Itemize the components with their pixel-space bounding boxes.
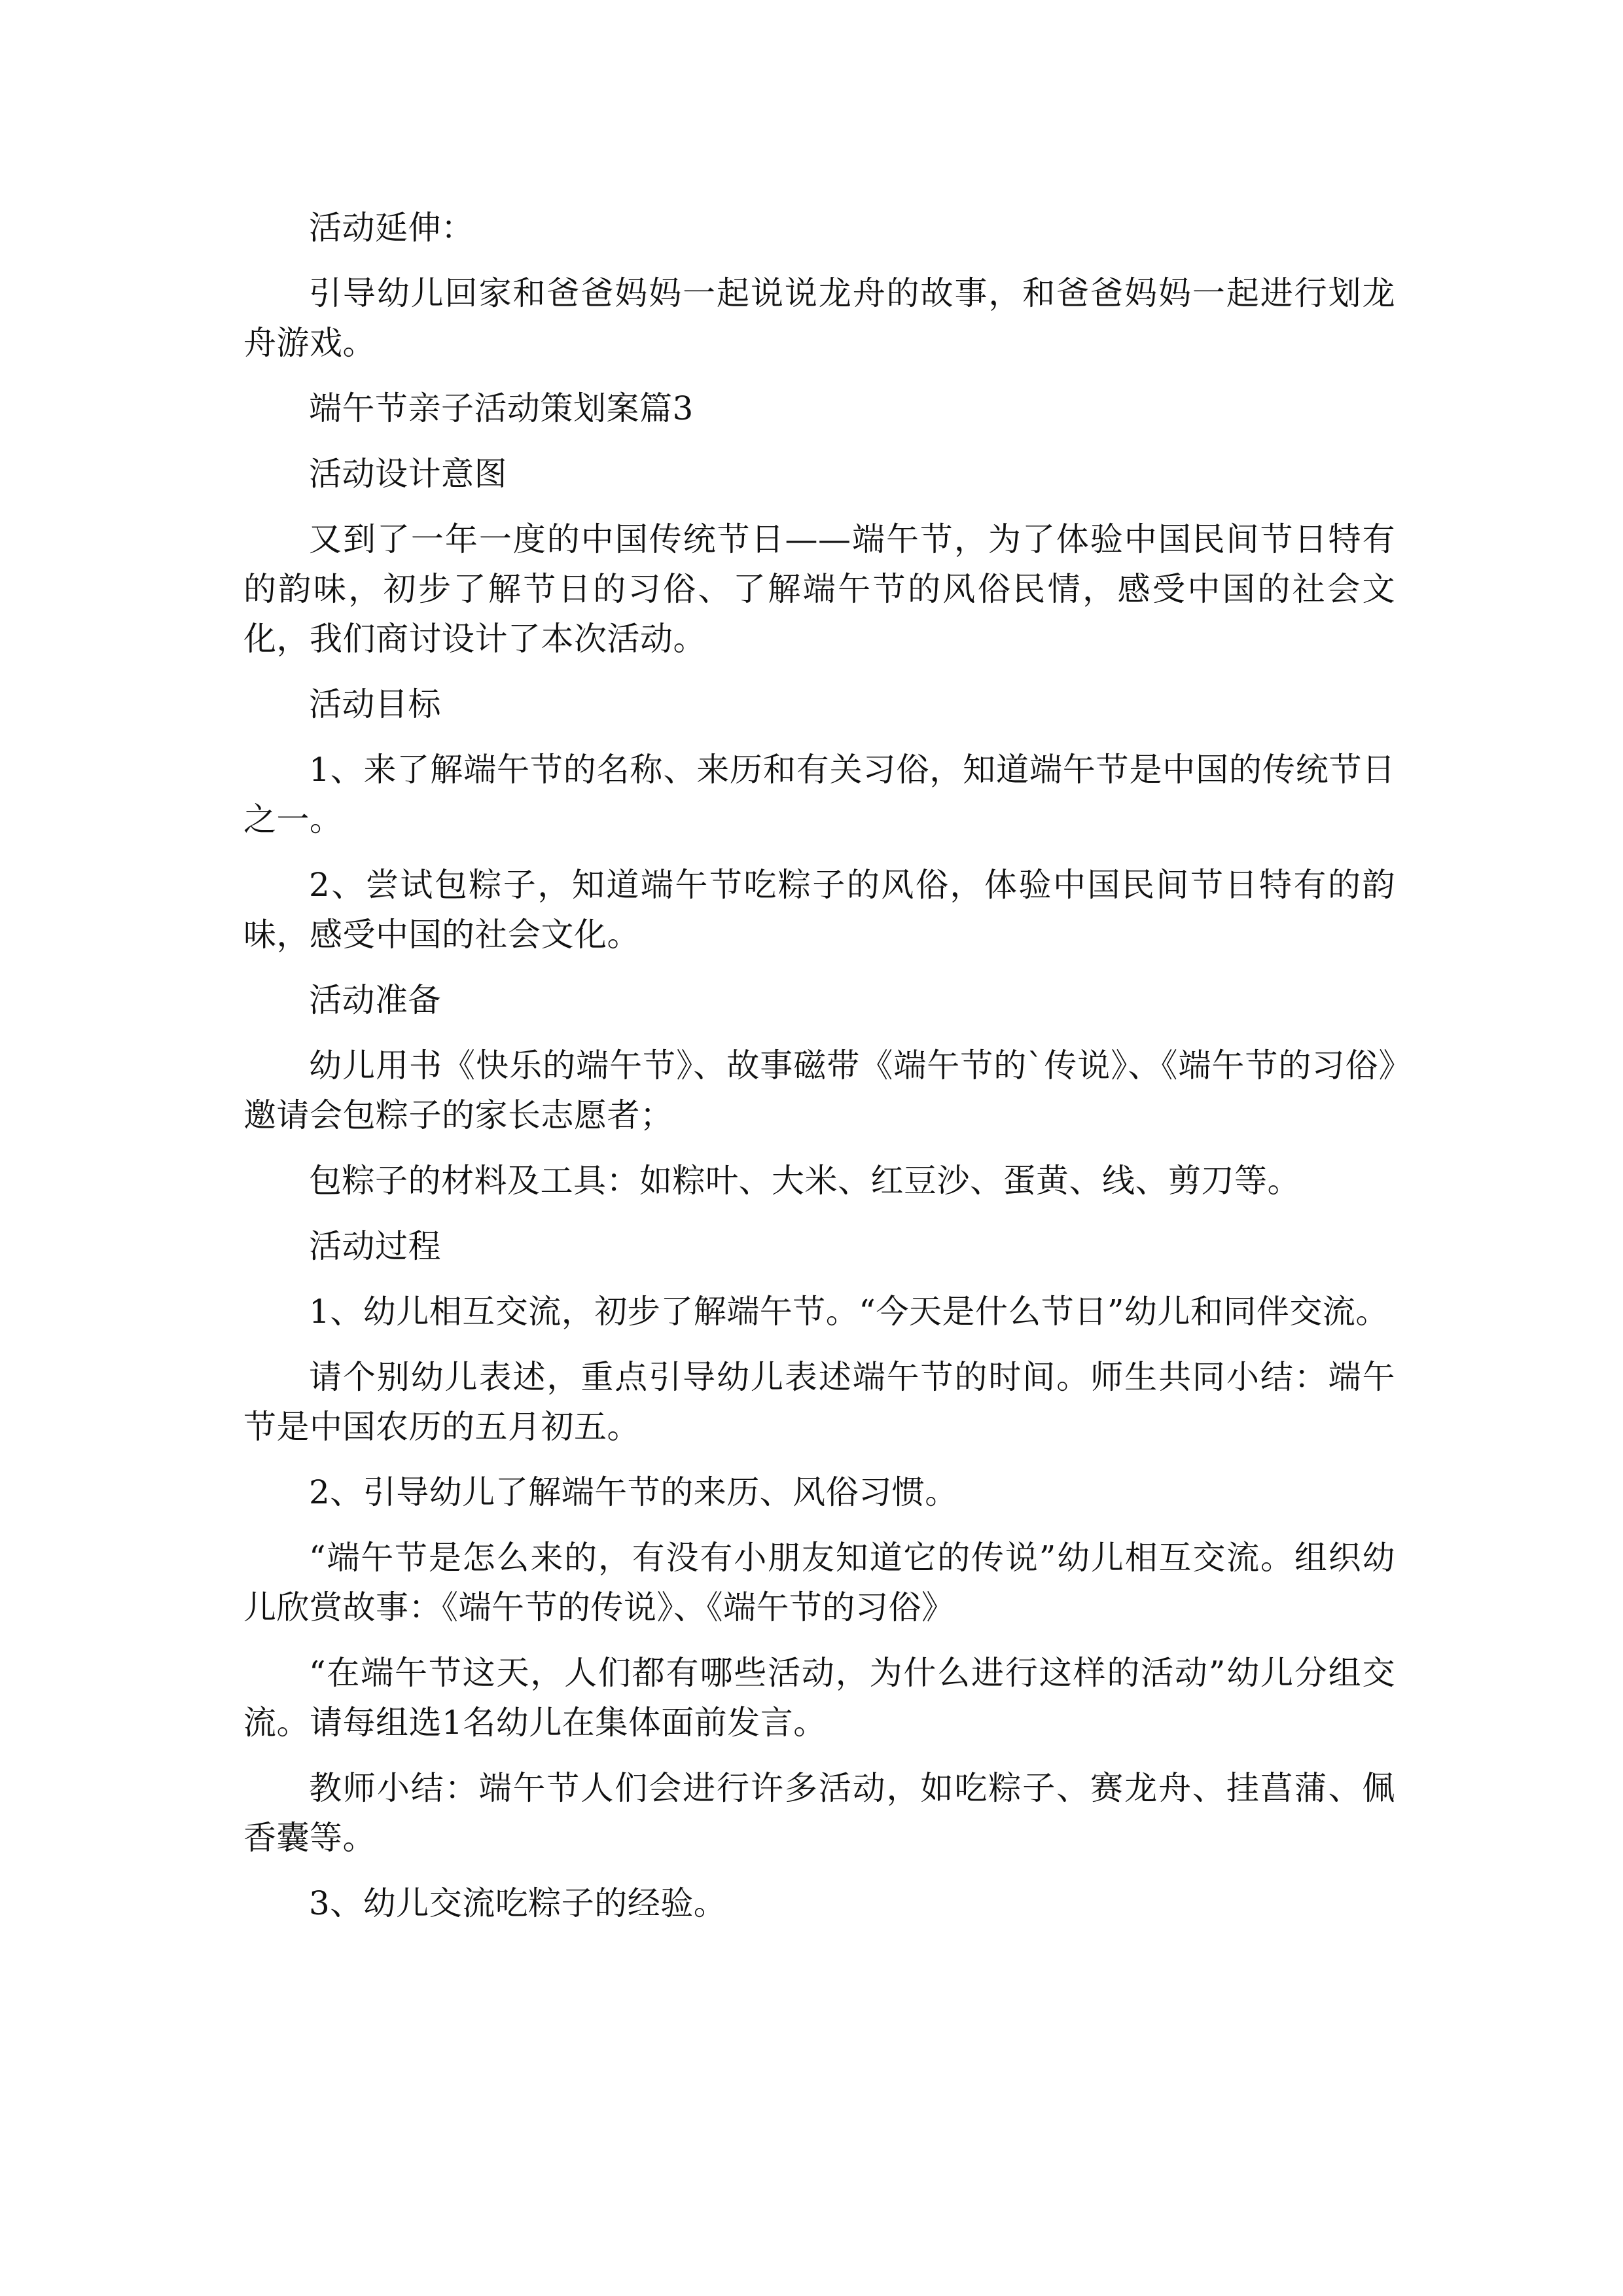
paragraph-process-1-detail: 请个别幼儿表述，重点引导幼儿表述端午节的时间。师生共同小结：端午节是中国农历的五月初五。: [243, 1358, 1395, 1446]
paragraph-goal-1: 1、来了解端午节的名称、来历和有关习俗，知道端午节是中国的传统节日之一。: [243, 751, 1395, 838]
paragraph-design-intent: 又到了一年一度的中国传统节日——端午节，为了体验中国民间节日特有的韵味，初步了解节日的习俗、了解端午节的风俗民情，感受中国的社会文化，我们商讨设计了本次活动。: [243, 520, 1395, 658]
paragraph-teacher-summary: 教师小结：端午节人们会进行许多活动，如吃粽子、赛龙舟、挂菖蒲、佩香囊等。: [243, 1769, 1395, 1857]
section-title: 端午节亲子活动策划案篇3: [309, 389, 694, 427]
paragraph-preparation-2: 包粽子的材料及工具：如粽叶、大米、红豆沙、蛋黄、线、剪刀等。: [309, 1162, 1300, 1200]
heading-activity-preparation: 活动准备: [309, 981, 441, 1019]
paragraph-extension-text: 引导幼儿回家和爸爸妈妈一起说说龙舟的故事，和爸爸妈妈一起进行划龙舟游戏。: [243, 274, 1395, 362]
paragraph-process-2-activities: “在端午节这天，人们都有哪些活动，为什么进行这样的活动”幼儿分组交流。请每组选1名幼儿在集体面前发言。: [243, 1654, 1395, 1742]
paragraph-preparation-1: 幼儿用书《快乐的端午节》、故事磁带《端午节的`传说》、《端午节的习俗》邀请会包粽子的家长志愿者；: [243, 1047, 1395, 1134]
document-body: [243, 203, 1395, 1944]
paragraph-process-1: 1、幼儿相互交流，初步了解端午节。“今天是什么节日”幼儿和同伴交流。: [309, 1293, 1389, 1331]
heading-activity-goals: 活动目标: [309, 685, 441, 723]
paragraph-process-3: 3、幼儿交流吃粽子的经验。: [309, 1884, 727, 1922]
paragraph-goal-2: 2、尝试包粽子，知道端午节吃粽子的风俗，体验中国民间节日特有的韵味，感受中国的社会文化。: [243, 866, 1395, 954]
paragraph-process-2-legend: “端午节是怎么来的，有没有小朋友知道它的传说”幼儿相互交流。组织幼儿欣赏故事：《端午节的传说》、《端午节的习俗》: [243, 1539, 1395, 1626]
heading-activity-extension: 活动延伸：: [309, 209, 474, 247]
paragraph-process-2: 2、引导幼儿了解端午节的来历、风俗习惯。: [309, 1473, 958, 1511]
heading-activity-process: 活动过程: [309, 1227, 441, 1265]
heading-design-intent: 活动设计意图: [309, 455, 507, 493]
